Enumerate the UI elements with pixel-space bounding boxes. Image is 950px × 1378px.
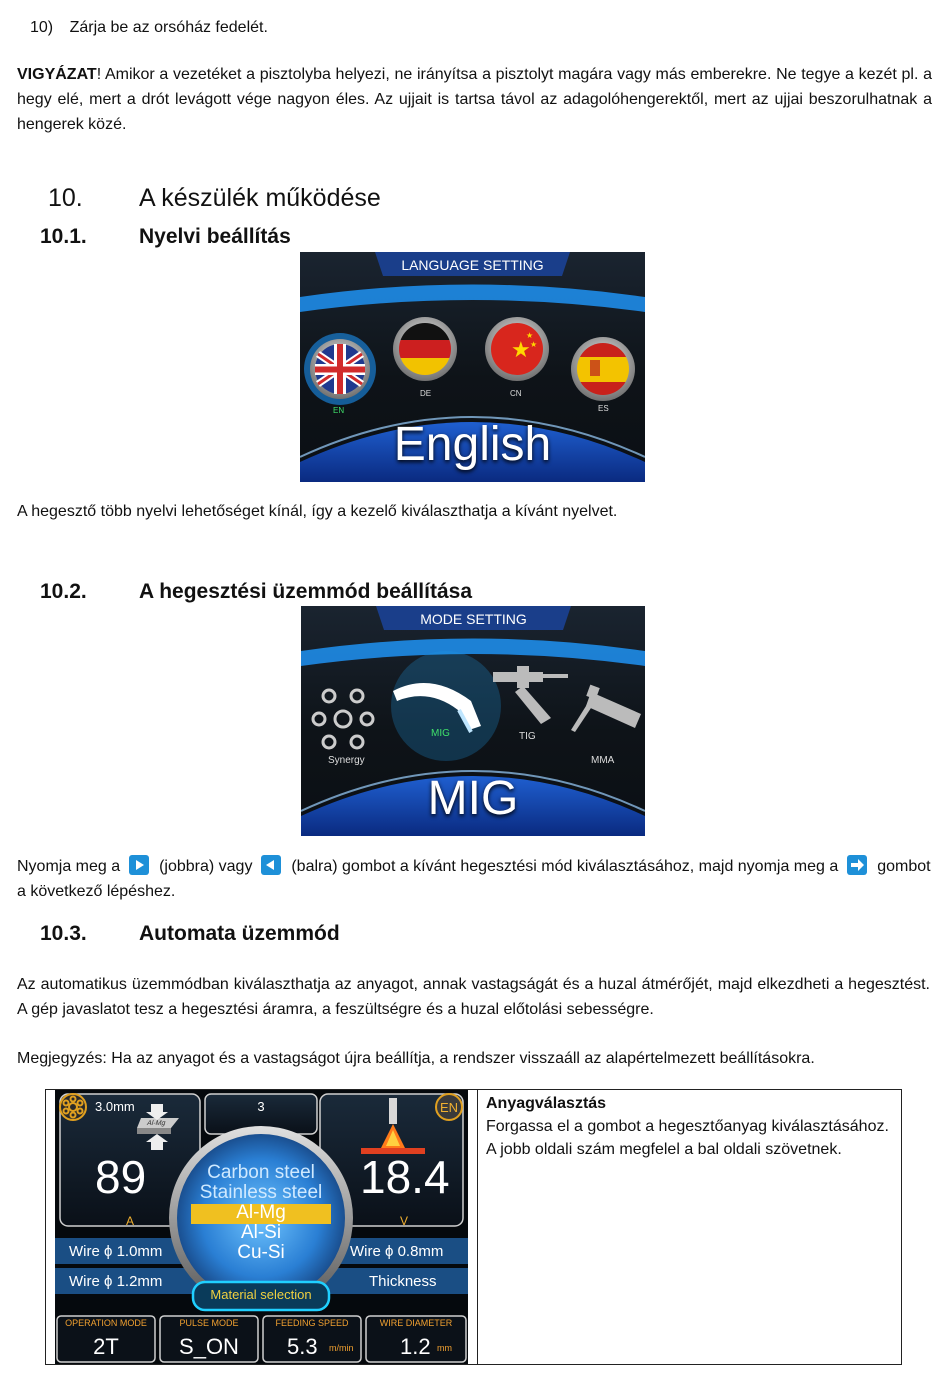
- flag-label-de: DE: [420, 389, 432, 398]
- section-10-1-title: Nyelvi beállítás: [139, 225, 291, 248]
- section-10-1-number: 10.1.: [40, 225, 87, 248]
- mode-label-synergy: Synergy: [328, 755, 365, 766]
- selected-language: English: [393, 418, 552, 471]
- wire-diameter-unit: mm: [437, 1343, 452, 1353]
- mode-para-part1: Nyomja meg a: [17, 858, 121, 875]
- material-item[interactable]: Stainless steel: [199, 1182, 323, 1203]
- section-10-3-title: Automata üzemmód: [139, 922, 340, 945]
- section-10-title: A készülék működése: [139, 184, 381, 212]
- mode-para-part4: gombot a következő lépéshez.: [17, 858, 931, 900]
- plate-label: Al-Mg: [146, 1120, 167, 1127]
- current-value: 89: [95, 1151, 147, 1203]
- auto-paragraph: Az automatikus üzemmódban kiválaszthatja az anyagot, annak vastagságát és a huzal átmérőjét, majd elkezdheti a hegesztést. A gép javaslatot tesz a hegesztési áramra, a feszültségre és a huzal előtolási sebességre.: [17, 976, 930, 1018]
- current-unit: A: [126, 1214, 135, 1228]
- language-setting-screen: [300, 252, 645, 482]
- svg-text:★: ★: [526, 331, 534, 340]
- warning-lead: VIGYÁZAT: [17, 66, 97, 83]
- wire-diameter-label: WIRE DIAMETER: [379, 1318, 453, 1328]
- mode-header: MODE SETTING: [420, 611, 527, 627]
- operation-mode-value[interactable]: 2T: [93, 1334, 119, 1359]
- language-paragraph: A hegesztő több nyelvi lehetőséget kínál, így a kezelő kiválaszthatja a kívánt nyelvet.: [17, 503, 618, 520]
- voltage-unit: V: [400, 1214, 409, 1228]
- auto-mode-screen: [55, 1090, 468, 1364]
- mode-setting-screen: [301, 606, 645, 836]
- material-item-selected[interactable]: Al-Mg: [236, 1202, 286, 1223]
- spain-flag-icon[interactable]: [571, 337, 635, 401]
- top-center-value: 3: [257, 1099, 265, 1114]
- mode-label-tig: TIG: [519, 731, 536, 742]
- flag-label-cn: CN: [510, 389, 522, 398]
- pulse-mode-label: PULSE MODE: [179, 1318, 239, 1328]
- material-item[interactable]: Cu-Si: [237, 1242, 285, 1263]
- material-list[interactable]: [181, 1163, 341, 1263]
- mode-para-part3: (balra) gombot a kívánt hegesztési mód kiválasztásához, majd nyomja meg a: [291, 858, 839, 875]
- wire-diameter-value[interactable]: 1.2: [400, 1334, 431, 1359]
- feeding-speed-label: FEEDING SPEED: [275, 1318, 349, 1328]
- material-box-title: Anyagválasztás: [486, 1095, 607, 1112]
- mode-label-mig: MIG: [431, 728, 450, 739]
- language-header: LANGUAGE SETTING: [401, 257, 544, 273]
- step-10: [30, 15, 268, 40]
- svg-text:★: ★: [511, 337, 531, 362]
- section-10-2-number: 10.2.: [40, 580, 87, 603]
- feeding-speed-value[interactable]: 5.3: [287, 1334, 318, 1359]
- section-10-2-title: A hegesztési üzemmód beállítása: [139, 580, 472, 603]
- selected-mode: MIG: [427, 772, 519, 825]
- left-arrow-button-icon: [261, 855, 281, 875]
- flag-label-es: ES: [598, 404, 609, 413]
- step-number: 10): [30, 19, 54, 36]
- description-cell: [478, 1090, 902, 1365]
- left-wire-2[interactable]: Wire ϕ 1.2mm: [69, 1273, 163, 1290]
- material-item[interactable]: Carbon steel: [207, 1162, 315, 1183]
- mode-paragraph: [17, 854, 932, 904]
- voltage-value: 18.4: [360, 1151, 450, 1203]
- svg-text:★: ★: [530, 340, 538, 349]
- uk-flag-icon[interactable]: [304, 333, 376, 405]
- material-selection-button[interactable]: Material selection: [210, 1287, 312, 1302]
- feeding-speed-unit: m/min: [329, 1343, 354, 1353]
- material-item[interactable]: Al-Si: [240, 1222, 282, 1243]
- warning-paragraph: [17, 62, 932, 137]
- china-flag-icon[interactable]: [485, 317, 549, 381]
- lang-badge-text: EN: [439, 1100, 459, 1115]
- operation-mode-label: OPERATION MODE: [65, 1318, 147, 1328]
- section-10-3-number: 10.3.: [40, 922, 87, 945]
- right-arrow-button-icon: [129, 855, 149, 875]
- pulse-mode-value[interactable]: S_ON: [179, 1334, 239, 1359]
- right-thickness[interactable]: Thickness: [369, 1273, 437, 1290]
- synergy-gear-icon[interactable]: [60, 1094, 86, 1120]
- mig-torch-icon[interactable]: [391, 651, 501, 761]
- germany-flag-icon[interactable]: [393, 317, 457, 381]
- warning-text: ! Amikor a vezetéket a pisztolyba helyezi, ne irányítsa a pisztolyt magára vagy más emberekre. Ne tegye a kezét pl. a hegy elé, mert a drót levágott vége nagyon éles. Az ujjait is tartsa távol az adagolóhengerektől, mert az ujjai beszorulhatnak a hengerek közé.: [17, 66, 932, 133]
- step-text: Zárja be az orsóház fedelét.: [69, 19, 268, 36]
- thickness-top: 3.0mm: [95, 1099, 135, 1114]
- right-wire[interactable]: Wire ϕ 0.8mm: [350, 1243, 444, 1260]
- mode-label-mma: MMA: [591, 755, 615, 766]
- next-arrow-button-icon: [847, 855, 867, 875]
- material-box-text: Forgassa el a gombot a hegesztőanyag kiválasztásához. A jobb oldali szám megfelel a bal oldali szövetnek.: [486, 1118, 889, 1158]
- note-paragraph: Megjegyzés: Ha az anyagot és a vastagságot újra beállítja, a rendszer visszaáll az alapértelmezett beállításokra.: [17, 1050, 815, 1067]
- mode-para-part2: (jobbra) vagy: [159, 858, 253, 875]
- section-10-number: 10.: [48, 184, 83, 212]
- left-wire-1[interactable]: Wire ϕ 1.0mm: [69, 1243, 163, 1260]
- flag-label-en: EN: [333, 406, 345, 415]
